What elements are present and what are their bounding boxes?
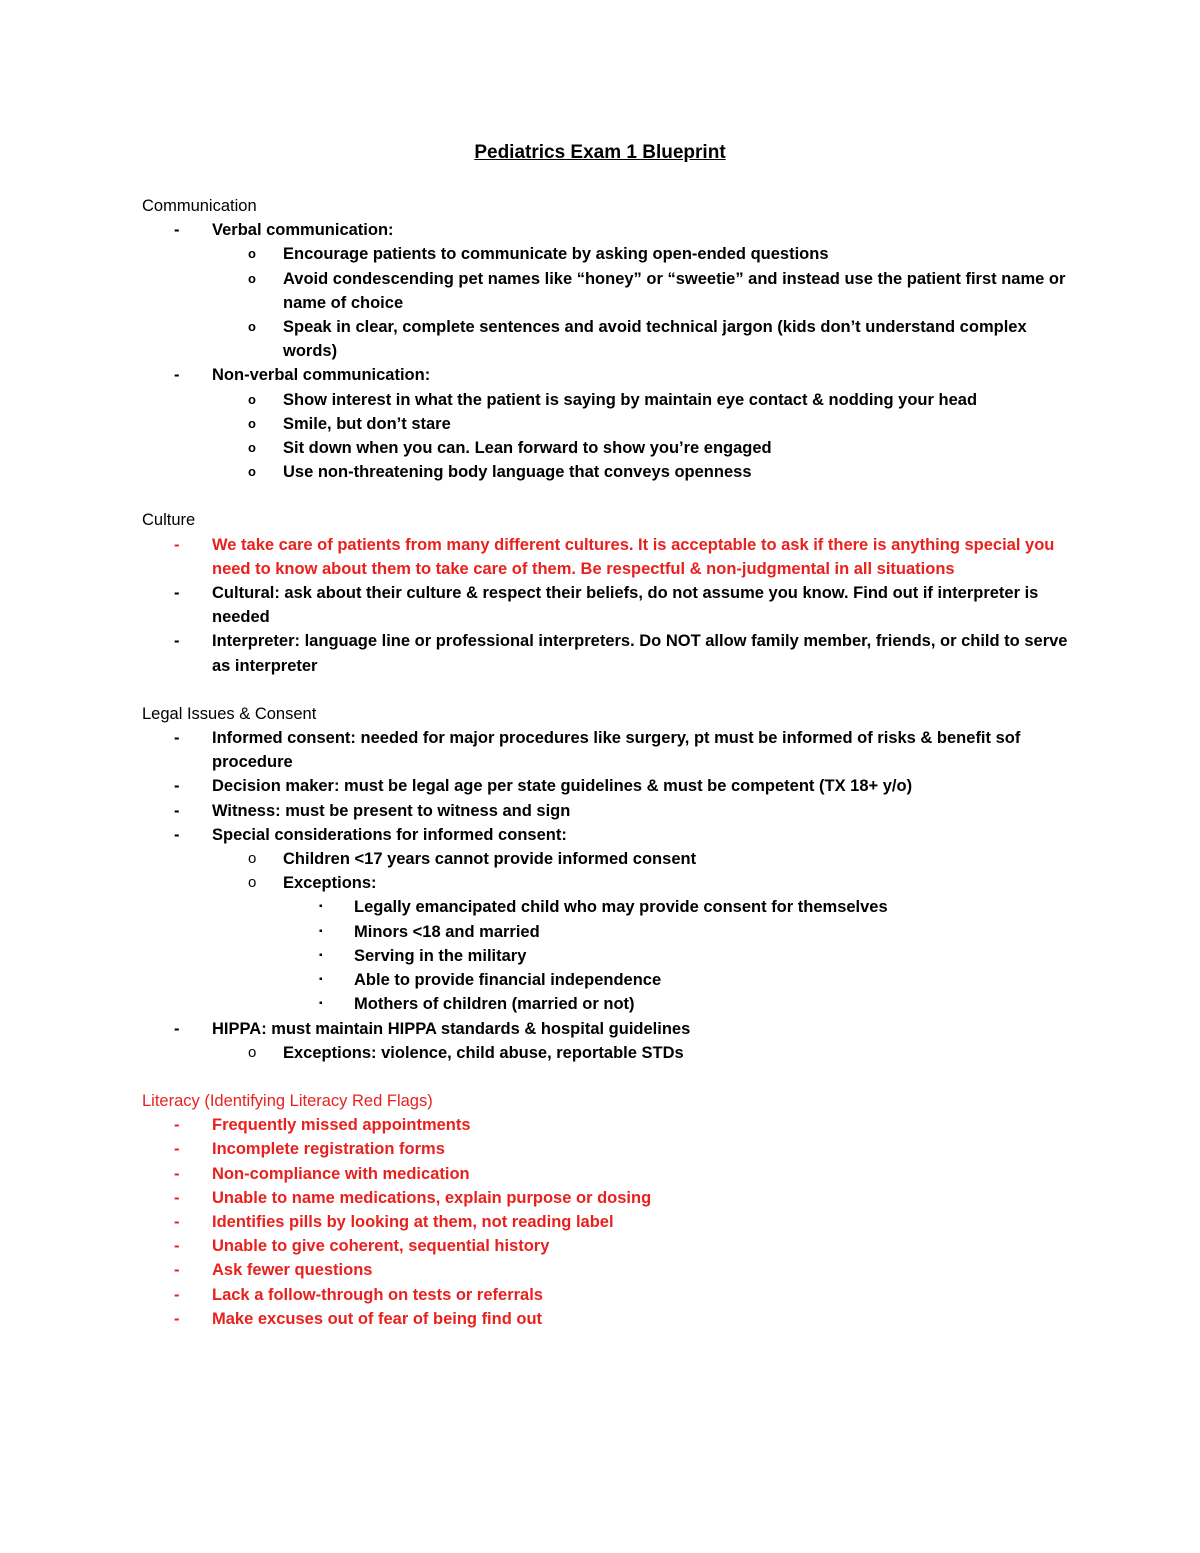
item-text: Exceptions: violence, child abuse, reportable STDs (283, 1043, 684, 1062)
item-text: Serving in the military (354, 946, 527, 965)
item-text: Use non-threatening body language that conveys openness (283, 463, 752, 482)
list-item (142, 1210, 1082, 1234)
page-title: Pediatrics Exam 1 Blueprint (474, 142, 726, 163)
item-text: Lack a follow-through on tests or referrals (212, 1285, 543, 1304)
dash-marker: - (174, 801, 180, 820)
list-item (142, 242, 1082, 266)
bullet-marker: o (248, 270, 256, 286)
bullet-marker: o (248, 850, 257, 868)
dash-marker: - (174, 1019, 180, 1038)
item-text: Decision maker: must be legal age per state guidelines & must be competent (TX 18+ y/o) (212, 777, 913, 796)
dash-marker: - (174, 729, 180, 748)
list-item (142, 436, 1082, 460)
list-item (142, 629, 1082, 677)
item-text: Incomplete registration forms (212, 1140, 445, 1159)
list-item (142, 847, 1082, 871)
square-marker: ▪ (319, 925, 323, 937)
bullet-marker: o (248, 1043, 257, 1061)
item-text: Encourage patients to communicate by asking open-ended questions (283, 245, 829, 264)
item-text: Mothers of children (married or not) (354, 995, 635, 1014)
bullet-marker: o (248, 464, 256, 480)
bullet-marker: o (248, 440, 256, 456)
document-body (142, 194, 1082, 1331)
list-item (142, 1258, 1082, 1282)
list-item (142, 726, 1082, 774)
dash-marker: - (174, 1285, 180, 1304)
list-item (142, 1234, 1082, 1258)
list-item (142, 871, 1082, 895)
item-text: Non-compliance with medication (212, 1164, 470, 1183)
item-text: Informed consent: needed for major procedures like surgery, pt must be informed of risks & benefit sof procedure (212, 729, 1021, 772)
section-heading-legal: Legal Issues & Consent (142, 704, 317, 723)
item-text: Minors <18 and married (354, 922, 540, 941)
list-item (142, 1041, 1082, 1065)
bullet-marker: o (248, 319, 256, 335)
bullet-marker: o (248, 391, 256, 407)
dash-marker: - (174, 221, 180, 240)
list-item (142, 944, 1082, 968)
item-text: Smile, but don’t stare (283, 414, 451, 433)
list-item (142, 823, 1082, 847)
section-heading-communication: Communication (142, 197, 257, 215)
list-item (142, 581, 1082, 629)
item-text: Sit down when you can. Lean forward to show you’re engaged (283, 439, 772, 458)
item-text: Interpreter: language line or professional interpreters. Do NOT allow family member, friends, or child to serve as interpreter (212, 632, 1068, 675)
list-item (142, 363, 1082, 387)
item-text: Frequently missed appointments (212, 1116, 471, 1135)
item-text: Unable to give coherent, sequential history (212, 1237, 550, 1256)
list-item (142, 218, 1082, 242)
dash-marker: - (174, 1140, 180, 1159)
dash-marker: - (174, 632, 180, 651)
list-item (142, 968, 1082, 992)
list-item (142, 388, 1082, 412)
item-text: Identifies pills by looking at them, not reading label (212, 1212, 614, 1231)
square-marker: ▪ (319, 901, 323, 913)
section-heading-literacy: Literacy (Identifying Literacy Red Flags) (142, 1091, 433, 1110)
bullet-marker: o (248, 246, 256, 262)
item-text: Unable to name medications, explain purpose or dosing (212, 1188, 652, 1207)
item-text: Show interest in what the patient is saying by maintain eye contact & nodding your head (283, 390, 978, 409)
item-text: Special considerations for informed consent: (212, 825, 567, 844)
item-text: We take care of patients from many different cultures. It is acceptable to ask if there is anything special you need to know about them to take care of them. Be respectful & non-judgmental in all situations (212, 535, 1055, 578)
square-marker: ▪ (319, 998, 323, 1010)
list-item (142, 460, 1082, 484)
item-text: Exceptions: (283, 874, 377, 893)
item-text: Legally emancipated child who may provide consent for themselves (354, 898, 888, 917)
dash-marker: - (174, 777, 180, 796)
dash-marker: - (174, 1164, 180, 1183)
bullet-marker: o (248, 874, 257, 892)
item-text: Witness: must be present to witness and sign (212, 801, 571, 820)
item-text: Make excuses out of fear of being find out (212, 1309, 543, 1328)
list-item (142, 1162, 1082, 1186)
list-item (142, 1307, 1082, 1331)
item-text: Speak in clear, complete sentences and avoid technical jargon (kids don’t understand complex words) (283, 318, 1027, 361)
dash-marker: - (174, 1309, 180, 1328)
list-item (142, 412, 1082, 436)
bullet-marker: o (248, 415, 256, 431)
list-item (142, 1283, 1082, 1307)
dash-marker: - (174, 1261, 180, 1280)
dash-marker: - (174, 1237, 180, 1256)
dash-marker: - (174, 366, 180, 385)
dash-marker: - (174, 584, 180, 603)
section-heading-culture: Culture (142, 511, 196, 530)
list-item (142, 315, 1082, 363)
item-text: Non-verbal communication: (212, 366, 431, 385)
item-text: Ask fewer questions (212, 1261, 373, 1280)
list-item (142, 1113, 1082, 1137)
list-item (142, 774, 1082, 798)
item-text: Able to provide financial independence (354, 971, 662, 990)
list-item (142, 1137, 1082, 1161)
item-text: HIPPA: must maintain HIPPA standards & hospital guidelines (212, 1019, 691, 1038)
dash-marker: - (174, 1212, 180, 1231)
square-marker: ▪ (319, 974, 323, 986)
list-item (142, 1017, 1082, 1041)
dash-marker: - (174, 825, 180, 844)
dash-marker: - (174, 1188, 180, 1207)
square-marker: ▪ (319, 949, 323, 961)
list-item (142, 533, 1082, 581)
list-item (142, 920, 1082, 944)
item-text: Verbal communication: (212, 221, 394, 240)
dash-marker: - (174, 535, 180, 554)
item-text: Cultural: ask about their culture & respect their beliefs, do not assume you know. Find out if interpreter is needed (212, 584, 1039, 627)
list-item (142, 895, 1082, 919)
list-item (142, 267, 1082, 315)
item-text: Avoid condescending pet names like “honey” or “sweetie” and instead use the patient first name or name of choice (283, 269, 1066, 312)
list-item (142, 992, 1082, 1016)
item-text: Children <17 years cannot provide informed consent (283, 850, 697, 869)
list-item (142, 799, 1082, 823)
list-item (142, 1186, 1082, 1210)
dash-marker: - (174, 1116, 180, 1135)
